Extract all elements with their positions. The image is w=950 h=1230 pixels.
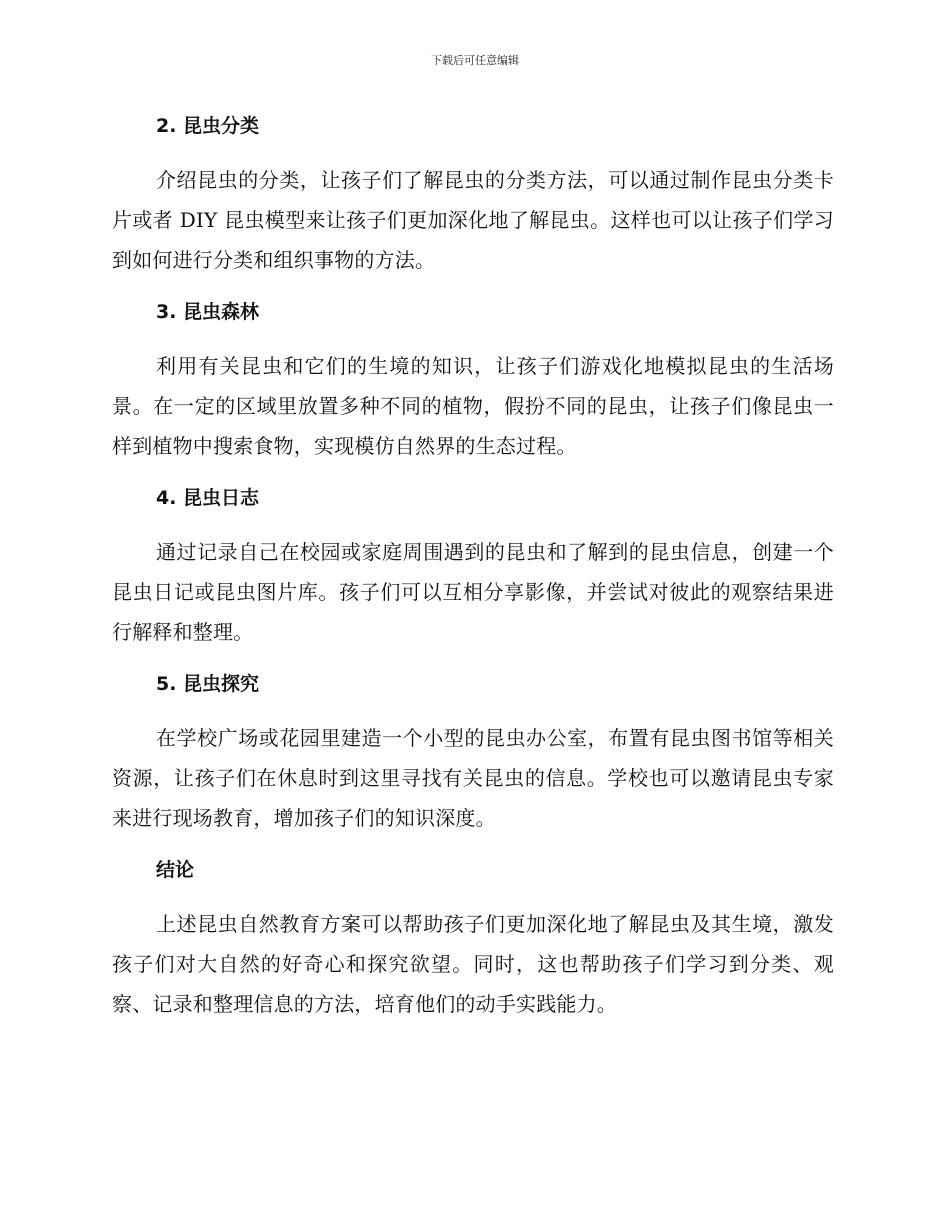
section-insect-forest (112, 294, 834, 466)
section-heading: 2. 昆虫分类 (156, 115, 260, 137)
section-heading: 3. 昆虫森林 (156, 301, 260, 323)
page-header-note: 下载后可任意编辑 (431, 54, 519, 67)
section-conclusion (112, 852, 834, 1024)
section-paragraph: 上述昆虫自然教育方案可以帮助孩子们更加深化地了解昆虫及其生境，激发孩子们对大自然的好奇心和探究欲望。同时，这也帮助孩子们学习到分类、观察、记录和整理信息的方法，培育他们的动手实践能力。 (112, 912, 834, 1016)
section-heading: 4. 昆虫日志 (156, 487, 260, 509)
section-paragraph: 通过记录自己在校园或家庭周围遇到的昆虫和了解到的昆虫信息，创建一个昆虫日记或昆虫图片库。孩子们可以互相分享影像，并尝试对彼此的观察结果进行解释和整理。 (112, 540, 834, 644)
section-insect-classification (112, 108, 834, 280)
section-paragraph: 在学校广场或花园里建造一个小型的昆虫办公室，布置有昆虫图书馆等相关资源，让孩子们在休息时到这里寻找有关昆虫的信息。学校也可以邀请昆虫专家来进行现场教育，增加孩子们的知识深度。 (112, 726, 834, 830)
section-heading: 结论 (156, 859, 195, 881)
section-insect-exploration (112, 666, 834, 838)
document-body (112, 108, 834, 1038)
section-paragraph: 利用有关昆虫和它们的生境的知识，让孩子们游戏化地模拟昆虫的生活场景。在一定的区域里放置多种不同的植物，假扮不同的昆虫，让孩子们像昆虫一样到植物中搜索食物，实现模仿自然界的生态过程。 (112, 354, 834, 458)
section-heading: 5. 昆虫探究 (156, 673, 260, 695)
section-insect-journal (112, 480, 834, 652)
section-paragraph: 介绍昆虫的分类，让孩子们了解昆虫的分类方法，可以通过制作昆虫分类卡片或者 DIY 昆虫模型来让孩子们更加深化地了解昆虫。这样也可以让孩子们学习到如何进行分类和组织事物的方法。 (112, 168, 834, 272)
